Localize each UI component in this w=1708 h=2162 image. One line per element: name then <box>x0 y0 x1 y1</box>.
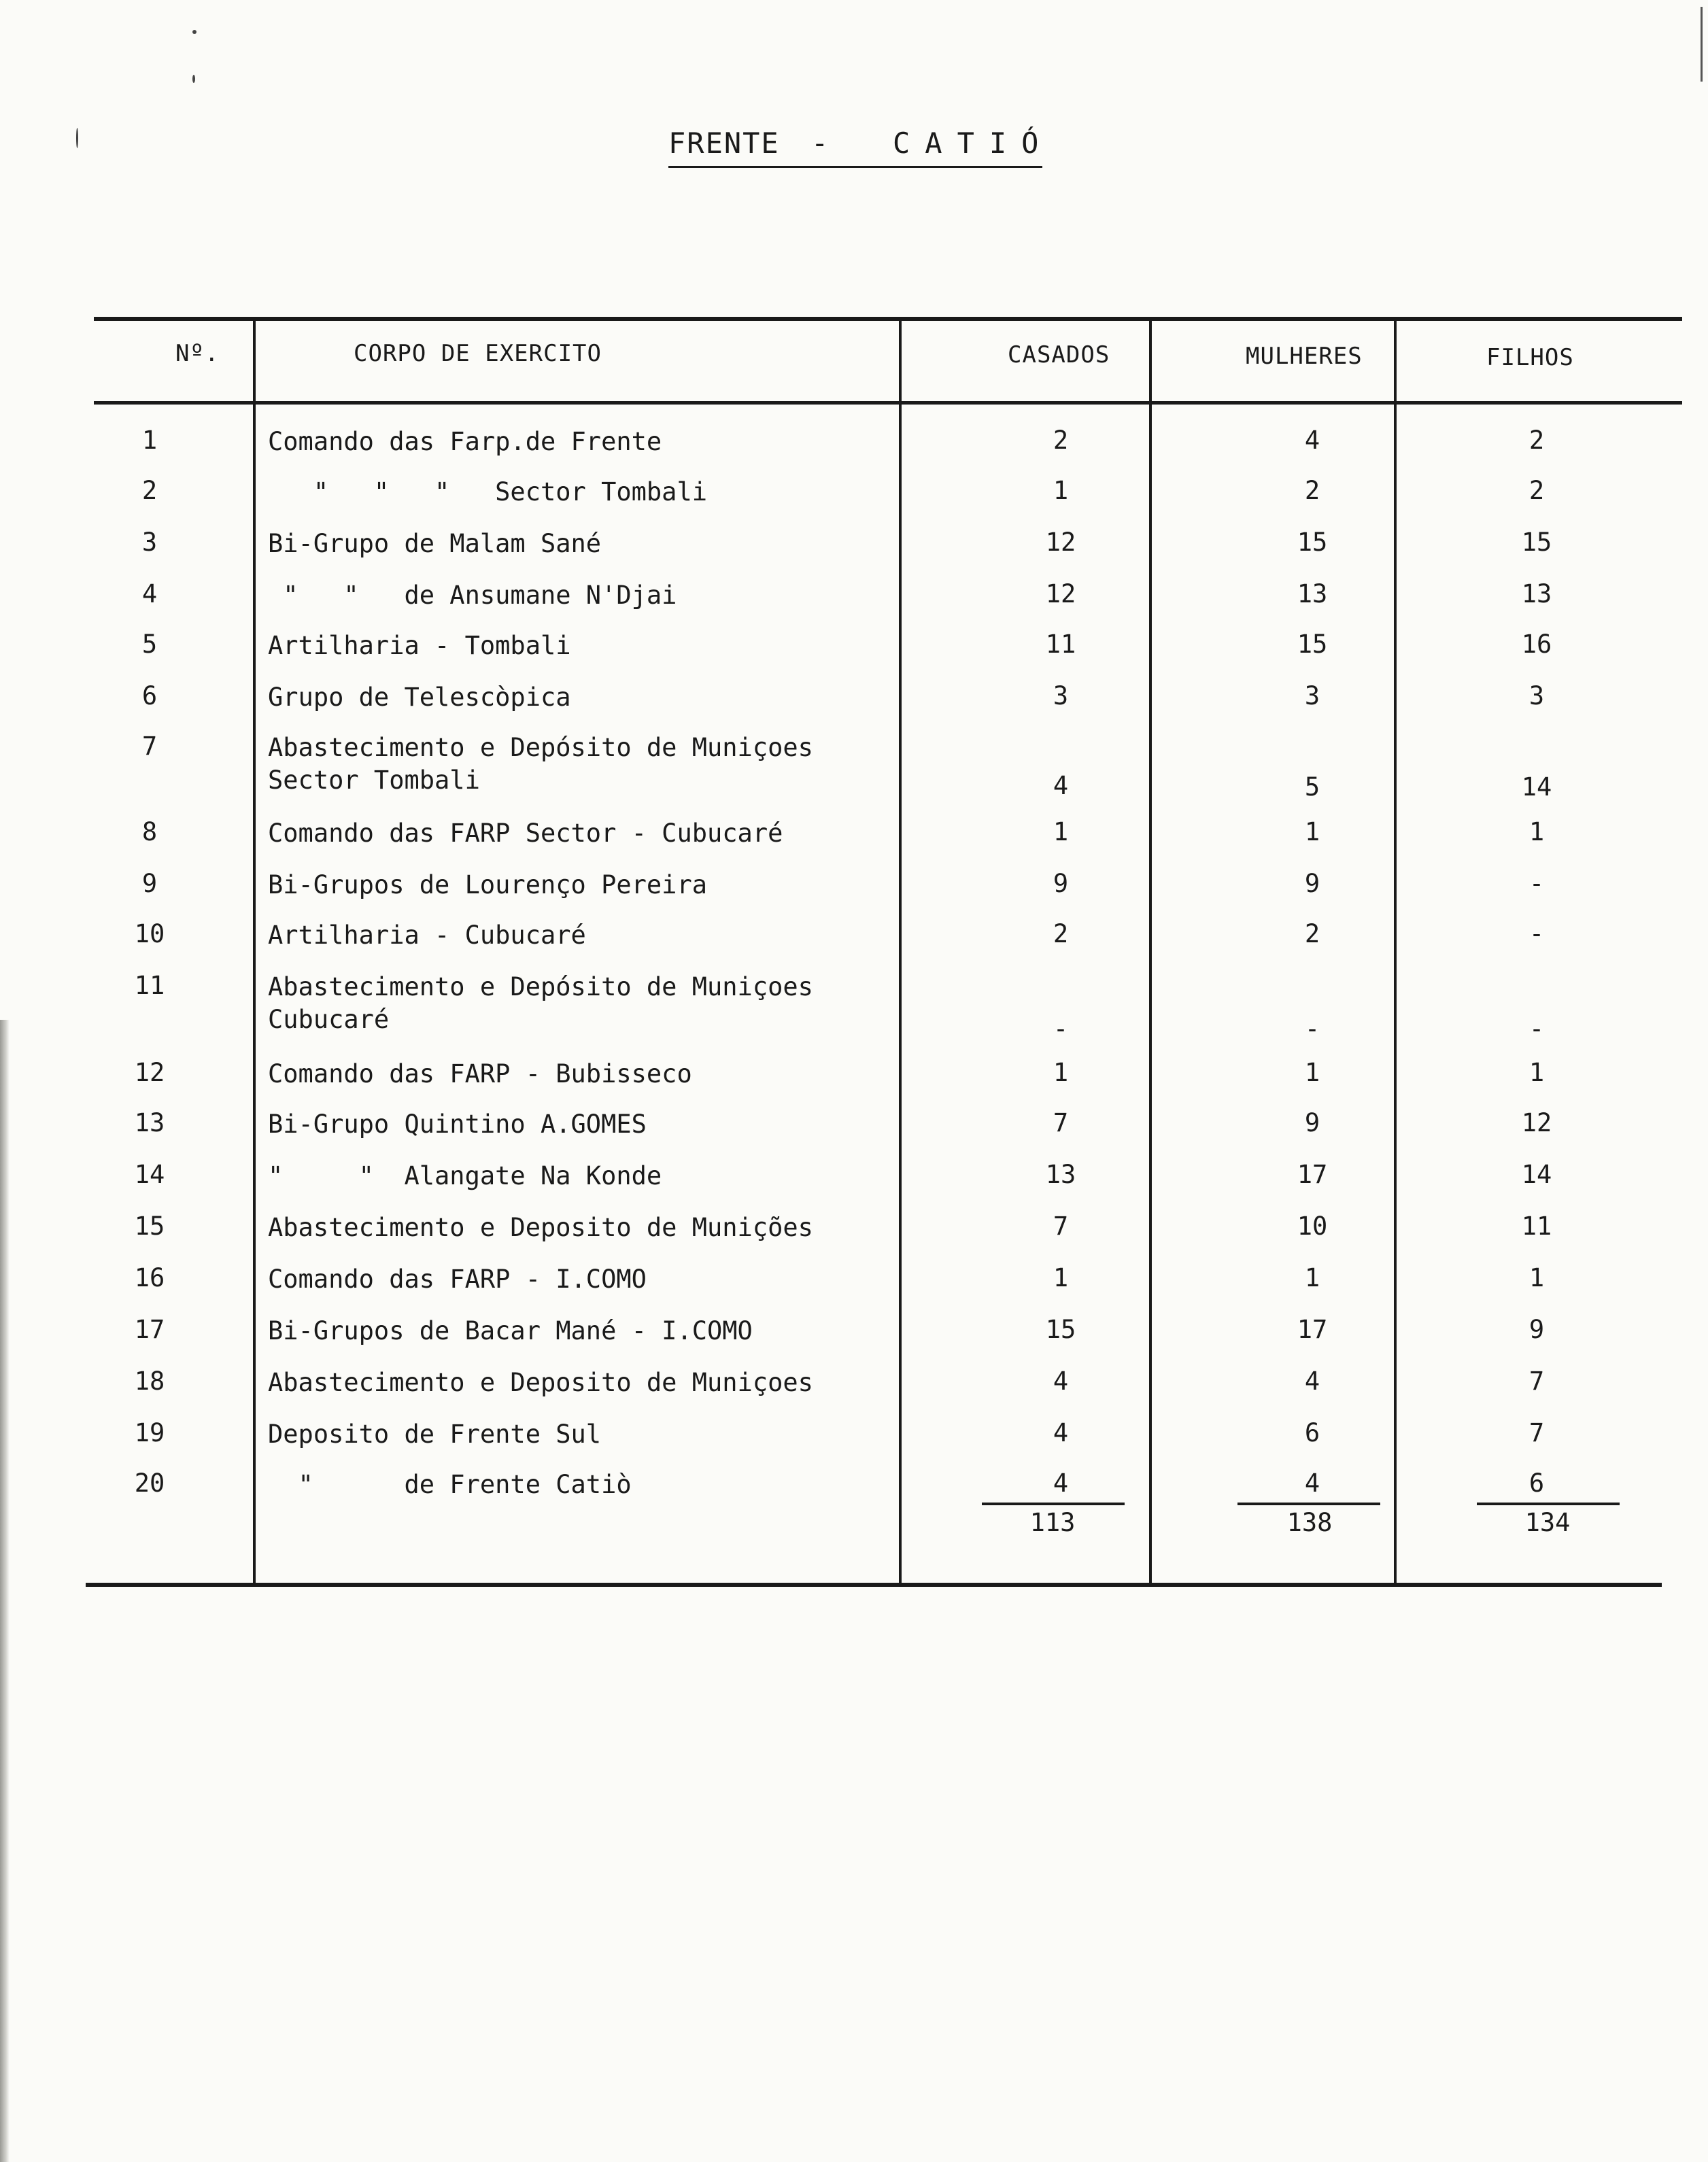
row-mulheres: 17 <box>1297 1160 1328 1189</box>
title-dash: - <box>811 126 830 160</box>
row-mulheres: 9 <box>1304 869 1320 898</box>
total-mulheres: 138 <box>1286 1508 1333 1537</box>
row-casados: 1 <box>1053 1263 1069 1292</box>
row-mulheres: 4 <box>1304 426 1320 455</box>
row-number: 20 <box>134 1469 165 1498</box>
row-number: 14 <box>134 1160 165 1189</box>
row-filhos: - <box>1528 919 1545 948</box>
row-number: 6 <box>141 681 158 710</box>
row-filhos: 11 <box>1521 1212 1552 1241</box>
row-mulheres: 2 <box>1304 476 1320 505</box>
row-casados: 4 <box>1053 771 1069 800</box>
header-num: Nº. <box>175 340 220 367</box>
row-casados: 4 <box>1053 1367 1069 1396</box>
total-rule-mulheres <box>1237 1503 1380 1505</box>
row-casados: 4 <box>1053 1469 1069 1498</box>
table-bottom-rule <box>86 1583 1662 1587</box>
row-casados: - <box>1053 1014 1069 1044</box>
row-casados: 1 <box>1053 476 1069 505</box>
row-filhos: 2 <box>1528 476 1545 505</box>
table-header-rule <box>94 401 1682 405</box>
scan-edge-mark <box>1701 7 1703 82</box>
row-filhos: 2 <box>1528 426 1545 455</box>
row-mulheres: 10 <box>1297 1212 1328 1241</box>
row-corpo: Abastecimento e Deposito de Muniçoes <box>268 1368 813 1397</box>
row-filhos: 7 <box>1528 1418 1545 1447</box>
row-number: 2 <box>141 476 158 505</box>
scan-speck <box>192 75 195 83</box>
row-filhos: 7 <box>1528 1367 1545 1396</box>
row-casados: 1 <box>1053 817 1069 846</box>
row-casados: 12 <box>1045 579 1076 608</box>
row-number: 10 <box>134 919 165 948</box>
row-number: 5 <box>141 630 158 659</box>
row-mulheres: 4 <box>1304 1367 1320 1396</box>
row-number: 4 <box>141 579 158 608</box>
row-corpo: " " de Ansumane N'Djai <box>268 581 677 610</box>
row-corpo: Comando das FARP - Bubisseco <box>268 1059 692 1088</box>
row-filhos: 12 <box>1521 1108 1552 1137</box>
row-number: 19 <box>134 1418 165 1447</box>
row-filhos: - <box>1528 869 1545 898</box>
row-casados: 9 <box>1053 869 1069 898</box>
header-filhos: FILHOS <box>1486 344 1574 371</box>
row-corpo: Artilharia - Cubucaré <box>268 921 586 950</box>
row-number: 11 <box>134 971 165 1000</box>
total-casados: 113 <box>1029 1508 1076 1537</box>
row-number: 12 <box>134 1058 165 1087</box>
row-casados: 13 <box>1045 1160 1076 1189</box>
row-corpo: Abastecimento e Depósito de Muniçoes <box>268 972 813 1001</box>
row-corpo: Bi-Grupos de Lourenço Pereira <box>268 870 708 899</box>
row-filhos: 16 <box>1521 630 1552 659</box>
row-mulheres: 2 <box>1304 919 1320 948</box>
row-mulheres: 5 <box>1304 772 1320 802</box>
row-mulheres: 6 <box>1304 1418 1320 1447</box>
row-mulheres: 1 <box>1304 817 1320 846</box>
row-corpo: " " Alangate Na Konde <box>268 1161 662 1190</box>
row-casados: 15 <box>1045 1315 1076 1344</box>
row-casados: 7 <box>1053 1108 1069 1137</box>
row-number: 8 <box>141 817 158 846</box>
row-mulheres: 17 <box>1297 1315 1328 1344</box>
row-casados: 7 <box>1053 1212 1069 1241</box>
column-divider-3 <box>1149 320 1152 1585</box>
row-filhos: 9 <box>1528 1315 1545 1344</box>
row-filhos: 6 <box>1528 1469 1545 1498</box>
row-corpo: Comando das FARP - I.COMO <box>268 1265 647 1294</box>
row-casados: 3 <box>1053 681 1069 710</box>
row-mulheres: - <box>1304 1014 1320 1044</box>
row-number: 3 <box>141 528 158 557</box>
row-number: 9 <box>141 869 158 898</box>
row-corpo-line-2: Sector Tombali <box>268 766 480 795</box>
row-number: 13 <box>134 1108 165 1137</box>
row-filhos: 1 <box>1528 1263 1545 1292</box>
row-mulheres: 1 <box>1304 1263 1320 1292</box>
row-casados: 4 <box>1053 1418 1069 1447</box>
header-mulheres: MULHERES <box>1246 343 1363 370</box>
row-corpo: Bi-Grupo de Malam Sané <box>268 529 602 558</box>
row-filhos: 3 <box>1528 681 1545 710</box>
total-rule-filhos <box>1477 1503 1620 1505</box>
scan-edge-shadow <box>0 1020 10 2162</box>
row-mulheres: 3 <box>1304 681 1320 710</box>
row-mulheres: 1 <box>1304 1058 1320 1087</box>
row-filhos: 13 <box>1521 579 1552 608</box>
row-mulheres: 4 <box>1304 1469 1320 1498</box>
row-mulheres: 9 <box>1304 1108 1320 1137</box>
total-filhos: 134 <box>1524 1508 1571 1537</box>
row-corpo: Comando das Farp.de Frente <box>268 427 662 456</box>
row-number: 17 <box>134 1315 165 1344</box>
row-filhos: 14 <box>1521 772 1552 802</box>
title-underline <box>668 166 1042 168</box>
row-filhos: 1 <box>1528 817 1545 846</box>
row-corpo: " de Frente Catiò <box>268 1470 632 1499</box>
title-part-frente: FRENTE <box>668 126 780 160</box>
page-title <box>668 126 1054 293</box>
total-rule-casados <box>982 1503 1125 1505</box>
row-number: 18 <box>134 1367 165 1396</box>
row-number: 1 <box>141 426 158 455</box>
header-corpo-de-exercito: CORPO DE EXERCITO <box>354 340 602 367</box>
row-number: 7 <box>141 732 158 761</box>
row-mulheres: 15 <box>1297 630 1328 659</box>
row-filhos: - <box>1528 1014 1545 1044</box>
row-number: 15 <box>134 1212 165 1241</box>
row-corpo: Artilharia - Tombali <box>268 631 571 660</box>
row-filhos: 14 <box>1521 1160 1552 1189</box>
row-mulheres: 13 <box>1297 579 1328 608</box>
row-casados: 12 <box>1045 528 1076 557</box>
row-filhos: 1 <box>1528 1058 1545 1087</box>
row-corpo: Abastecimento e Depósito de Muniçoes <box>268 733 813 762</box>
row-filhos: 15 <box>1521 528 1552 557</box>
row-corpo-line-2: Cubucaré <box>268 1005 390 1034</box>
row-corpo: " " " Sector Tombali <box>268 477 708 507</box>
header-casados: CASADOS <box>1008 341 1110 368</box>
scan-speck <box>76 128 78 148</box>
row-casados: 2 <box>1053 426 1069 455</box>
row-corpo: Abastecimento e Deposito de Munições <box>268 1213 813 1242</box>
row-corpo: Grupo de Telescòpica <box>268 683 571 712</box>
row-casados: 2 <box>1053 919 1069 948</box>
scan-speck <box>192 30 197 34</box>
row-corpo: Deposito de Frente Sul <box>268 1420 602 1449</box>
row-casados: 1 <box>1053 1058 1069 1087</box>
column-divider-2 <box>899 320 902 1585</box>
row-corpo: Comando das FARP Sector - Cubucaré <box>268 819 783 848</box>
row-number: 16 <box>134 1263 165 1292</box>
column-divider-1 <box>253 320 256 1585</box>
title-part-catio: CATIÓ <box>893 126 1054 160</box>
row-casados: 11 <box>1045 630 1076 659</box>
row-corpo: Bi-Grupos de Bacar Mané - I.COMO <box>268 1316 753 1345</box>
row-corpo: Bi-Grupo Quintino A.GOMES <box>268 1110 647 1139</box>
table-top-rule <box>94 317 1682 321</box>
row-mulheres: 15 <box>1297 528 1328 557</box>
